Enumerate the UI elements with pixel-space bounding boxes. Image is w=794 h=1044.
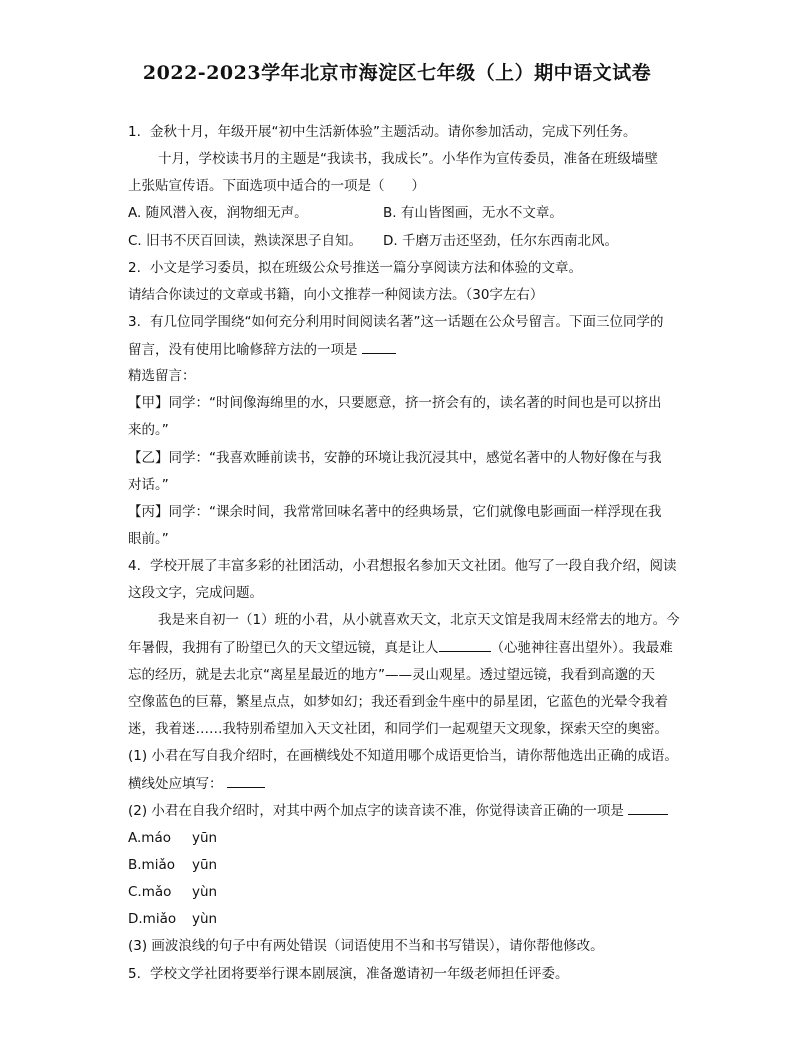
q3-yi-line2: 对话。” bbox=[128, 477, 169, 493]
q3-label: 精选留言： bbox=[128, 368, 196, 384]
q4-sub1: (1) 小君在写自我介绍时，在画横线处不知道用哪个成语更恰当，请你帮他选出正确的成语。 bbox=[128, 748, 678, 764]
q1-number: 1. bbox=[128, 124, 141, 140]
q1-stem: 1. 金秋十月，年级开展“初中生活新体验”主题活动。请你参加活动，完成下列任务。 bbox=[128, 124, 637, 140]
q3-yi-line1: 【乙】同学：“我喜欢睡前读书，安静的环境让我沉浸其中，感觉名著中的人物好像在与我 bbox=[128, 450, 662, 466]
q4-sub1-blank bbox=[227, 773, 265, 788]
q2-line1: 2. 小文是学习委员，拟在班级公众号推送一篇分享阅读方法和体验的文章。 bbox=[128, 260, 582, 276]
q4-line2: 这段文字，完成问题。 bbox=[128, 585, 263, 601]
page-title: 2022-2023学年北京市海淀区七年级（上）期中语文试卷 bbox=[142, 62, 652, 84]
q1-paragraph-line1: 十月，学校读书月的主题是“我读书，我成长”。小华作为宣传委员，准备在班级墙壁 bbox=[158, 151, 658, 167]
q4-option-b: B.miǎo yūn bbox=[128, 857, 218, 873]
q4-number: 4. bbox=[128, 558, 141, 574]
q4-passage-line1: 我是来自初一（1）班的小君，从小就喜欢天文，北京天文馆是我周末经常去的地方。今 bbox=[158, 612, 680, 628]
q3-line1: 3. 有几位同学围绕“如何充分利用时间阅读名著”这一话题在公众号留言。下面三位同学的 bbox=[128, 314, 664, 330]
q3-bing-line1: 【丙】同学：“课余时间，我常常回味名著中的经典场景，它们就像电影画面一样浮现在我 bbox=[128, 504, 662, 520]
q3-number: 3. bbox=[128, 314, 141, 330]
q1-option-d: D. 千磨万击还坚劲，任尔东西南北风。 bbox=[383, 233, 618, 249]
q4-passage-line5: 迷，我着迷……我特别希望加入天文社团，和同学们一起观望天文现象，探索天空的奥密。 bbox=[128, 721, 668, 737]
q1-option-a: A. 随风潜入夜，润物细无声。 bbox=[128, 205, 308, 221]
q4-line1: 4. 学校开展了丰富多彩的社团活动，小君想报名参加天文社团。他写了一段自我介绍，阅读 bbox=[128, 558, 677, 574]
q2-line2: 请结合你读过的文章或书籍，向小文推荐一种阅读方法。（30字左右） bbox=[128, 287, 544, 303]
q5-number: 5. bbox=[128, 966, 141, 982]
q4-sub3: (3) 画波浪线的句子中有两处错误（词语使用不当和书写错误），请你帮他修改。 bbox=[128, 938, 604, 954]
q4-sub1-answer: 横线处应填写： bbox=[128, 773, 265, 794]
q4-sub2-blank bbox=[628, 800, 668, 815]
q3-bing-line2: 眼前。” bbox=[128, 531, 169, 547]
q4-sub2: (2) 小君在自我介绍时，对其中两个加点字的读音读不准，你觉得读音正确的一项是 bbox=[128, 800, 668, 821]
q4-passage-line2: 年暑假，我拥有了盼望已久的天文望远镜，真是让人 （心驰神往喜出望外）。我最难 bbox=[128, 637, 673, 658]
q1-option-c: C. 旧书不厌百回读，熟读深思子自知。 bbox=[128, 233, 363, 249]
q4-passage-line3: 忘的经历，就是去北京“离星星最近的地方”——灵山观星。透过望远镜，我看到高邈的天 bbox=[128, 667, 655, 683]
q4-passage-line4: 空像蓝色的巨幕，繁星点点，如梦如幻；我还看到金牛座中的昴星团，它蓝色的光晕令我着 bbox=[128, 694, 668, 710]
q4-option-c: C.mǎo yùn bbox=[128, 884, 218, 900]
q3-jia-line1: 【甲】同学：“时间像海绵里的水，只要愿意，挤一挤会有的，读名著的时间也是可以挤出 bbox=[128, 395, 662, 411]
q4-option-a: A.máo yūn bbox=[128, 830, 218, 846]
q3-answer-blank bbox=[362, 339, 396, 354]
q1-options-row1 bbox=[128, 203, 308, 223]
q1-option-b: B. 有山皆图画，无水不文章。 bbox=[383, 205, 563, 221]
q4-option-d: D.miǎo yùn bbox=[128, 911, 218, 927]
q2-number: 2. bbox=[128, 260, 141, 276]
q1-paragraph-line2: 上张贴宣传语。下面选项中适合的一项是（ ） bbox=[128, 178, 425, 194]
q3-jia-line2: 来的。” bbox=[128, 422, 169, 438]
q3-line2: 留言，没有使用比喻修辞方法的一项是 bbox=[128, 339, 396, 360]
q5-line1: 5. 学校文学社团将要举行课本剧展演，准备邀请初一年级老师担任评委。 bbox=[128, 966, 569, 982]
q4-idiom-blank bbox=[439, 637, 491, 652]
